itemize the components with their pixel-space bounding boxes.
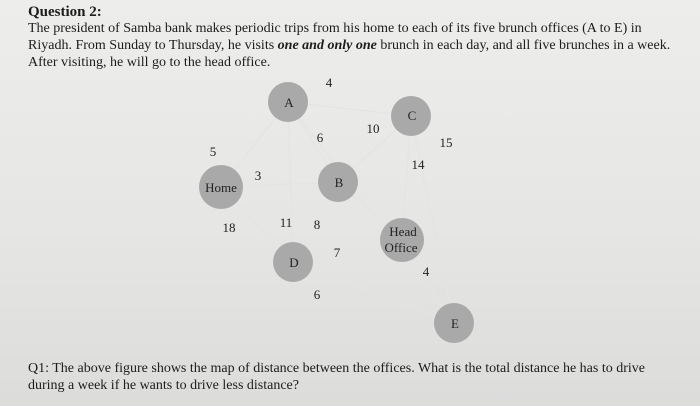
node-head-office-label-line1: Head bbox=[389, 224, 417, 239]
node-C-label: C bbox=[407, 108, 417, 123]
node-D-label: D bbox=[289, 255, 299, 270]
node-A-label: A bbox=[284, 95, 294, 110]
edge-label-home-B: 3 bbox=[254, 168, 262, 183]
edge-label-A-B: 6 bbox=[316, 130, 324, 145]
question-emphasis: one and only one bbox=[277, 38, 377, 53]
edge-A-D bbox=[288, 102, 293, 262]
edge-label-B-C: 10 bbox=[366, 121, 380, 136]
node-home-label: Home bbox=[205, 180, 237, 195]
edge-label-home-A: 5 bbox=[209, 144, 217, 159]
graph-edges bbox=[221, 102, 454, 323]
question-q1: Q1: The above figure shows the map of distance between the offices. What is the total distance he has to drive during a week if he wants to drive less distance? bbox=[28, 361, 645, 393]
edge-label-B-head: 7 bbox=[333, 245, 341, 260]
edge-label-C-head: 14 bbox=[411, 157, 425, 172]
edge-label-home-D: 18 bbox=[222, 220, 236, 235]
graph-nodes bbox=[199, 82, 474, 343]
edge-label-head-E: 4 bbox=[422, 264, 430, 279]
node-B-label: B bbox=[334, 175, 344, 190]
edge-label-D-E: 6 bbox=[313, 287, 321, 302]
question-intro: The president of Samba bank makes periodic trips from his home to each of its five brunch offices (A to E) in Riyadh. From Sunday to Thursday, he visits bbox=[28, 21, 642, 53]
question-heading: Question 2: bbox=[28, 4, 102, 20]
edge-label-A-E: 8 bbox=[313, 217, 321, 232]
node-E-label: E bbox=[451, 316, 459, 331]
edge-label-A-D: 11 bbox=[279, 215, 293, 230]
question-outro: brunch in each day, and all five brunches in a week. After visiting, he will go to the head office. bbox=[28, 38, 671, 70]
node-head-office-label-line2: Office bbox=[384, 240, 418, 255]
edge-label-C-E: 15 bbox=[439, 135, 453, 150]
edge-label-A-C: 4 bbox=[325, 75, 333, 90]
